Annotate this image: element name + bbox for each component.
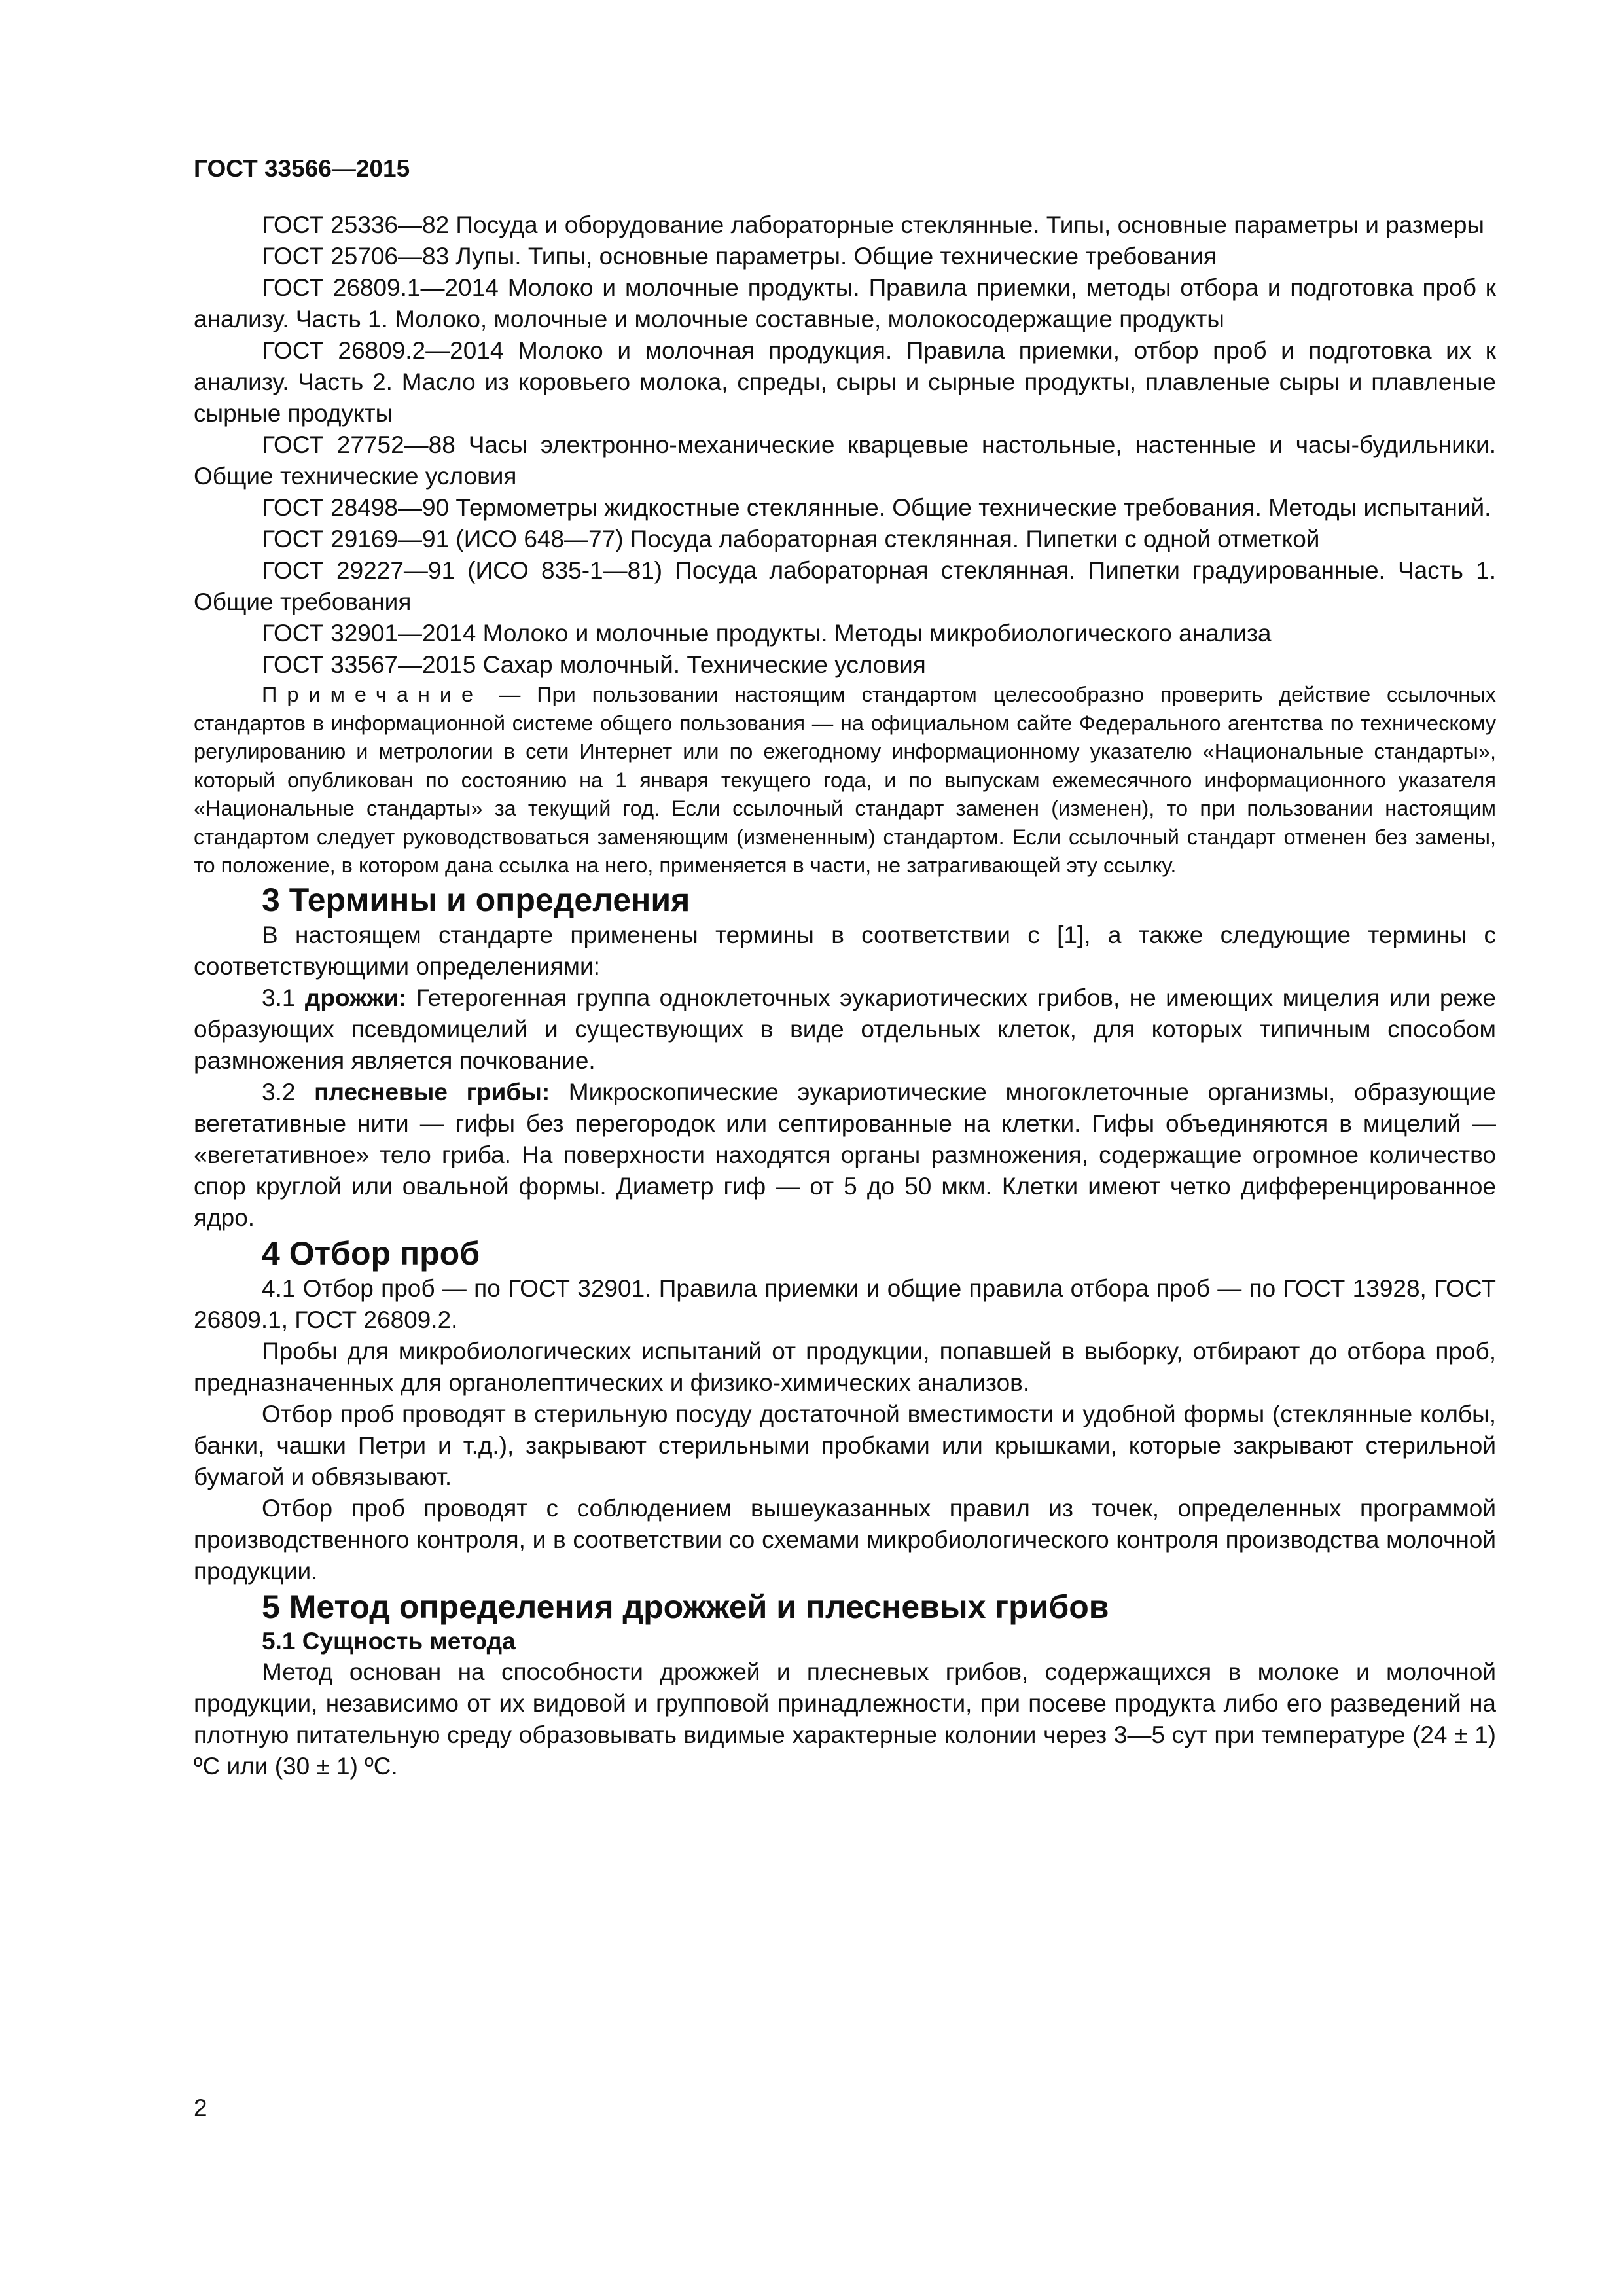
reference-item: ГОСТ 32901—2014 Молоко и молочные продукты. Методы микробиологического анализа [262,620,1272,647]
document-header: ГОСТ 33566—2015 [194,155,410,182]
reference-item: ГОСТ 25336—82 Посуда и оборудование лабораторные стеклянные. Типы, основные параметры и размеры [262,211,1485,238]
reference-item: ГОСТ 29169—91 (ИСО 648—77) Посуда лабораторная стеклянная. Пипетки с одной отметкой [262,526,1320,552]
term-name: дрожжи: [304,984,407,1011]
terms-intro: В настоящем стандарте применены термины в соответствии с [1], а также следующие термины с соответствующими определениями: [194,921,1496,980]
sampling-paragraph: Отбор проб проводят в стерильную посуду достаточной вместимости и удобной формы (стеклянные колбы, банки, чашки Петри и т.д.), закрывают стерильными пробками или крышками, которые закрывают стерильной бумагой и обвязывают. [194,1400,1496,1490]
reference-item: ГОСТ 26809.2—2014 Молоко и молочная продукция. Правила приемки, отбор проб и подготовка их к анализу. Часть 2. Масло из коровьего молока, спреды, сыры и сырные продукты, плавленые сыры и плавленые сырные продукты [194,337,1496,427]
term-definition: Гетерогенная группа одноклеточных эукариотических грибов, не имеющих мицелия или реже образующих псевдомицелий и существующих в виде отдельных клеток, для которых типичным способом размножения является почкование. [194,984,1496,1074]
reference-item: ГОСТ 27752—88 Часы электронно-механические кварцевые настольные, настенные и часы-будильники. Общие технические условия [194,431,1496,490]
term-number: 3.1 [262,984,305,1011]
sampling-paragraph: Отбор проб проводят с соблюдением вышеуказанных правил из точек, определенных программой производственного контроля, и в соответствии со схемами микробиологического контроля производства молочной продукции. [194,1494,1496,1585]
reference-item: ГОСТ 33567—2015 Сахар молочный. Технические условия [262,651,926,678]
sampling-paragraph: Пробы для микробиологических испытаний от продукции, попавшей в выборку, отбирают до отбора проб, предназначенных для органолептических и физико-химических анализов. [194,1337,1496,1396]
section-title-terms: 3 Термины и определения [262,881,690,918]
term-definition-yeast [194,982,1496,1077]
term-number: 3.2 [262,1078,315,1105]
term-definition: Микроскопические эукариотические многоклеточные организмы, образующие вегетативные нити — гифы без перегородок или септированные на клетки. Гифы объединяются в мицелий — «вегетативное» тело гриба. На поверхности находятся органы размножения, содержащие огромное количество спор круглой или овальной формы. Диаметр гиф — от 5 до 50 мкм. Клетки имеют четко дифференцированное ядро. [194,1078,1496,1231]
reference-item: ГОСТ 28498—90 Термометры жидкостные стеклянные. Общие технические требования. Методы испытаний. [262,494,1491,521]
section-title-sampling: 4 Отбор проб [262,1234,480,1272]
sampling-paragraph: 4.1 Отбор проб — по ГОСТ 32901. Правила приемки и общие правила отбора проб — по ГОСТ 13928, ГОСТ 26809.1, ГОСТ 26809.2. [194,1274,1496,1333]
reference-item: ГОСТ 29227—91 (ИСО 835-1—81) Посуда лабораторная стеклянная. Пипетки градуированные. Часть 1. Общие требования [194,557,1496,615]
page-content [194,209,1496,1782]
term-definition-mold [194,1077,1496,1234]
method-paragraph: Метод основан на способности дрожжей и плесневых грибов, содержащихся в молоке и молочной продукции, независимо от их видовой и групповой принадлежности, при посеве продукта либо его разведений на плотную питательную среду образовывать видимые характерные колонии через 3—5 сут при температуре (24 ± 1) ºС или (30 ± 1) ºС. [194,1658,1496,1780]
note-paragraph [194,681,1496,880]
subsection-title-essence: 5.1 Сущность метода [262,1627,516,1655]
reference-item: ГОСТ 25706—83 Лупы. Типы, основные параметры. Общие технические требования [262,243,1217,270]
term-name: плесневые грибы: [314,1078,550,1105]
section-title-method: 5 Метод определения дрожжей и плесневых грибов [262,1588,1109,1625]
reference-item: ГОСТ 26809.1—2014 Молоко и молочные продукты. Правила приемки, методы отбора и подготовка проб к анализу. Часть 1. Молоко, молочные и молочные составные, молокосодержащие продукты [194,274,1496,332]
reference-list [194,209,1496,681]
page-number: 2 [194,2094,207,2121]
note-label: Примечание [262,683,484,706]
note-text: — При пользовании настоящим стандартом целесообразно проверить действие ссылочных стандартов в информационной системе общего пользования — на официальном сайте Федерального агентства по техническому регулированию и метрологии в сети Интернет или по ежегодному информационному указателю «Национальные стандарты», который опубликован по состоянию на 1 января текущего года, и по выпускам ежемесячного информационного указателя «Национальные стандарты» за текущий год. Если ссылочный стандарт заменен (изменен), то при пользовании настоящим стандартом следует руководствоваться заменяющим (измененным) стандартом. Если ссылочный стандарт отменен без замены, то положение, в котором дана ссылка на него, применяется в части, не затрагивающей эту ссылку. [194,683,1496,877]
